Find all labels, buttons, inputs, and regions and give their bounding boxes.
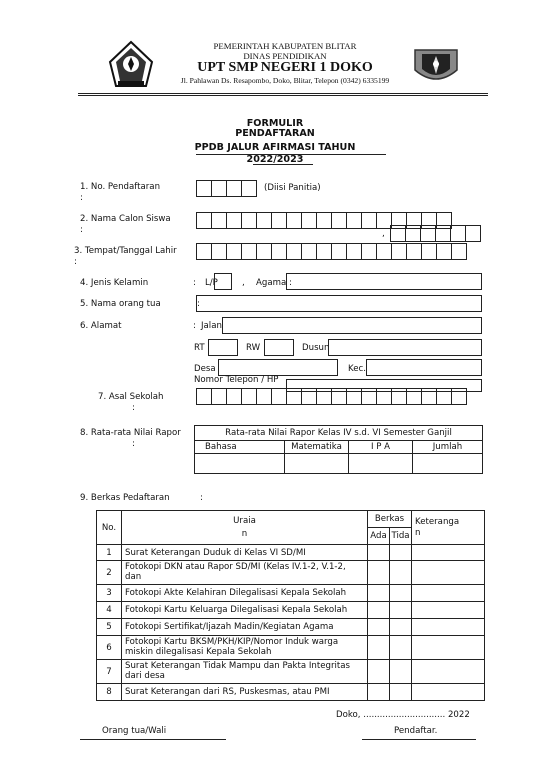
jalan-label: Jalan [201,321,222,331]
row-no: 2 [97,561,122,585]
row-ada[interactable] [368,619,390,636]
rw-label: RW [246,343,261,353]
table-row [97,684,485,701]
row-no: 1 [97,545,122,561]
row-no: 3 [97,585,122,602]
row-tidak[interactable] [390,619,412,636]
rapor-value-jumlah[interactable] [413,454,483,474]
row-no: 5 [97,619,122,636]
title-line-1: FORMULIR [246,118,304,129]
rt-label: RT [194,343,205,353]
row-ada[interactable] [368,561,390,585]
asal-colon: : [132,403,135,413]
dusun-field[interactable] [328,339,482,356]
rapor-table [194,425,483,474]
berkas-col-tidak: Tida [390,528,412,545]
no-pendaftaran-label: 1. No. Pendaftaran [80,182,161,192]
row-tidak[interactable] [390,561,412,585]
asal-boxes[interactable] [196,388,467,405]
rapor-value-ipa[interactable] [349,454,413,474]
row-text: Fotokopi Akte Kelahiran Dilegalisasi Kepala Sekolah [122,585,368,602]
rw-field[interactable] [264,339,294,356]
row-no: 6 [97,636,122,660]
table-row [97,561,485,585]
no-pendaftaran-boxes[interactable] [196,180,257,197]
row-no: 7 [97,660,122,684]
ortu-colon: : [197,299,200,309]
title-underline-2 [253,164,313,165]
berkas-colon: : [200,493,203,503]
no-pendaftaran-note: (Diisi Panitia) [264,183,321,193]
nama-comma: , [382,229,385,239]
berkas-col-uraian-b: n [241,528,248,539]
row-keterangan[interactable] [412,602,485,619]
nama-boxes-row-2[interactable] [390,225,481,242]
table-row [97,636,485,660]
berkas-col-ket-b: n [415,527,421,538]
header-divider [78,93,488,94]
row-keterangan[interactable] [412,660,485,684]
rapor-col-matematika: Matematika [285,441,349,454]
row-ada[interactable] [368,585,390,602]
wali-label: Orang tua/Wali [102,726,167,736]
row-ada[interactable] [368,660,390,684]
gov-name: PEMERINTAH KABUPATEN BLITAR [213,41,357,51]
title-line-4: 2022/2023 [246,154,304,165]
rapor-table-title: Rata-rata Nilai Rapor Kelas IV s.d. VI Semester Ganjil [195,426,483,441]
header-divider-thin [78,95,488,96]
jk-label: 4. Jenis Kelamin [80,278,149,288]
row-no: 8 [97,684,122,701]
table-row [97,585,485,602]
berkas-label: 9. Berkas Pedaftaran [80,493,170,503]
dusun-label: Dusun [302,343,330,353]
row-keterangan[interactable] [412,636,485,660]
berkas-col-berkas: Berkas [368,511,412,528]
table-row [97,545,485,561]
jk-lp: L/P [205,278,218,288]
rt-field[interactable] [208,339,238,356]
regency-logo [108,40,154,90]
berkas-col-keterangan [412,511,485,545]
kec-field[interactable] [366,359,482,376]
jk-comma: , [242,278,245,288]
no-pendaftaran-colon: : [80,193,83,203]
row-text: Fotokopi Kartu Keluarga Dilegalisasi Kepala Sekolah [122,602,368,619]
ttl-boxes[interactable] [196,243,467,260]
table-row [97,602,485,619]
nama-label: 2. Nama Calon Siswa [80,214,171,224]
berkas-col-uraian [122,511,368,545]
berkas-col-no: No. [97,511,122,545]
row-no: 4 [97,602,122,619]
ortu-field[interactable] [196,295,482,312]
table-row [97,660,485,684]
row-tidak[interactable] [390,660,412,684]
kec-label: Kec. [348,364,366,374]
dept-name: DINAS PENDIDIKAN [243,51,327,61]
signing-date: Doko, .............................. 2022 [336,710,470,720]
row-text: Fotokopi Sertifikat/Ijazah Madin/Kegiatan Agama [122,619,368,636]
row-keterangan[interactable] [412,619,485,636]
rapor-label: 8. Rata-rata Nilai Rapor [80,428,181,438]
row-ada[interactable] [368,684,390,701]
berkas-col-uraian-a: Uraia [233,515,256,526]
row-keterangan[interactable] [412,585,485,602]
row-keterangan[interactable] [412,684,485,701]
row-tidak[interactable] [390,602,412,619]
title-line-2: PENDAFTARAN [235,128,315,139]
rapor-colon: : [132,439,135,449]
agama-label: Agama : [256,278,292,288]
row-text: Surat Keterangan dari RS, Puskesmas, atau PMI [122,684,368,701]
desa-field[interactable] [218,359,338,376]
alamat-label: 6. Alamat [80,321,122,331]
school-address: Jl. Pahlawan Ds. Resapombo, Doko, Blitar, Telepon (0342) 6335199 [180,76,390,85]
row-ada[interactable] [368,602,390,619]
row-tidak[interactable] [390,545,412,561]
jk-colon: : [193,278,196,288]
rapor-col-bahasa: Bahasa [195,441,285,454]
telp-label: Nomor Telepon / HP [194,375,279,385]
nama-colon: : [80,225,83,235]
desa-label: Desa [194,364,216,374]
berkas-col-ket-a: Keteranga [415,517,460,528]
table-row [97,619,485,636]
berkas-table [96,510,485,701]
row-keterangan[interactable] [412,545,485,561]
wali-signature-line [80,739,226,740]
ttl-colon: : [74,257,77,267]
row-keterangan[interactable] [412,561,485,585]
title-line-3: PPDB JALUR AFIRMASI TAHUN [194,142,356,153]
pendaftar-signature-line [362,739,476,740]
asal-label: 7. Asal Sekolah [98,392,164,402]
row-text: Surat Keterangan Duduk di Kelas VI SD/MI [122,545,368,561]
pendaftar-label: Pendaftar. [394,726,438,736]
row-ada[interactable] [368,545,390,561]
rapor-col-ipa: I P A [349,441,413,454]
ortu-label: 5. Nama orang tua [80,299,161,309]
jk-box[interactable] [214,273,232,290]
row-text: Surat Keterangan Tidak Mampu dan Pakta Integritas dari desa [122,660,368,684]
rapor-value-matematika[interactable] [285,454,349,474]
jalan-field[interactable] [222,317,482,334]
school-name: UPT SMP NEGERI 1 DOKO [197,60,373,75]
row-text: Fotokopi DKN atau Rapor SD/MI (Kelas IV.1-2, V.1-2, dan [122,561,368,585]
row-tidak[interactable] [390,636,412,660]
rapor-col-jumlah: Jumlah [413,441,483,454]
row-text: Fotokopi Kartu BKSM/PKH/KIP/Nomor Induk warga miskin dilegalisasi Kepala Sekolah [122,636,368,660]
ttl-label: 3. Tempat/Tanggal Lahir [74,246,177,256]
alamat-colon: : [193,321,196,331]
row-tidak[interactable] [390,585,412,602]
berkas-col-ada: Ada [368,528,390,545]
row-ada[interactable] [368,636,390,660]
rapor-value-bahasa[interactable] [195,454,285,474]
agama-field[interactable] [286,273,482,290]
row-tidak[interactable] [390,684,412,701]
